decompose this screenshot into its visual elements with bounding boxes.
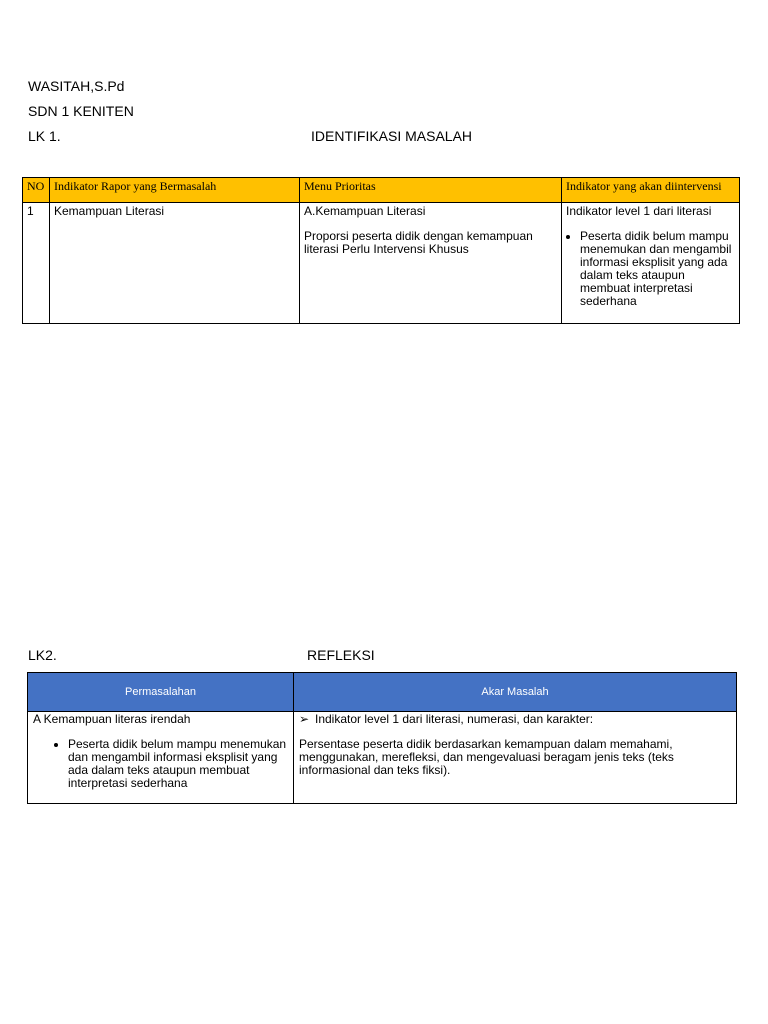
permasalahan-list	[33, 738, 288, 790]
cell-menu-prioritas	[300, 203, 562, 324]
lk2-label: LK2.	[28, 647, 57, 663]
column-header-no: NO	[23, 178, 50, 203]
column-header-menu-prioritas: Menu Prioritas	[300, 178, 562, 203]
author-name: WASITAH,S.Pd	[28, 78, 125, 94]
list-item: • Peserta didik belum mampu menemukan dan mengambil informasi eksplisit yang ada dalam teks ataupun membuat interpretasi sederhana	[580, 230, 735, 308]
table-header-row	[28, 673, 737, 712]
school-name: SDN 1 KENITEN	[28, 103, 134, 119]
column-header-permasalahan: Permasalahan	[28, 673, 294, 712]
intervensi-title: Indikator level 1 dari literasi	[566, 204, 712, 218]
lk2-title: REFLEKSI	[307, 647, 375, 663]
menu-prioritas-text: Proporsi peserta didik dengan kemampuan literasi Perlu Intervensi Khusus	[304, 229, 533, 256]
table-header-row	[23, 178, 740, 203]
column-header-indikator-intervensi: Indikator yang akan diintervensi	[562, 178, 740, 203]
permasalahan-title: A Kemampuan literas irendah	[33, 712, 191, 726]
cell-akar-masalah	[294, 712, 737, 804]
akar-masalah-item	[299, 713, 731, 726]
akar-masalah-bullet-text: Indikator level 1 dari literasi, numerasi, dan karakter:	[315, 712, 594, 726]
column-header-indikator-rapor: Indikator Rapor yang Bermasalah	[50, 178, 300, 203]
akar-masalah-text: Persentase peserta didik berdasarkan kemampuan dalam memahami, menggunakan, merefleksi, dan mengevaluasi beragam jenis teks (teks informasional dan teks fiksi).	[299, 737, 674, 777]
table-row	[28, 712, 737, 804]
menu-prioritas-title: A.Kemampuan Literasi	[304, 204, 426, 218]
cell-no: 1	[23, 203, 50, 324]
lk1-label: LK 1.	[28, 128, 61, 144]
refleksi-table	[27, 672, 737, 804]
column-header-akar-masalah: Akar Masalah	[294, 673, 737, 712]
lk1-title: IDENTIFIKASI MASALAH	[311, 128, 473, 144]
arrow-bullet-icon: ➢	[299, 712, 310, 726]
intervensi-list	[566, 230, 735, 308]
list-item: • Peserta didik belum mampu menemukan dan mengambil informasi eksplisit yang ada dalam teks ataupun membuat interpretasi sederhana	[68, 738, 288, 790]
identifikasi-masalah-table	[22, 177, 740, 324]
cell-permasalahan	[28, 712, 294, 804]
table-row	[23, 203, 740, 324]
cell-indikator-intervensi	[562, 203, 740, 324]
cell-indikator-rapor: Kemampuan Literasi	[50, 203, 300, 324]
